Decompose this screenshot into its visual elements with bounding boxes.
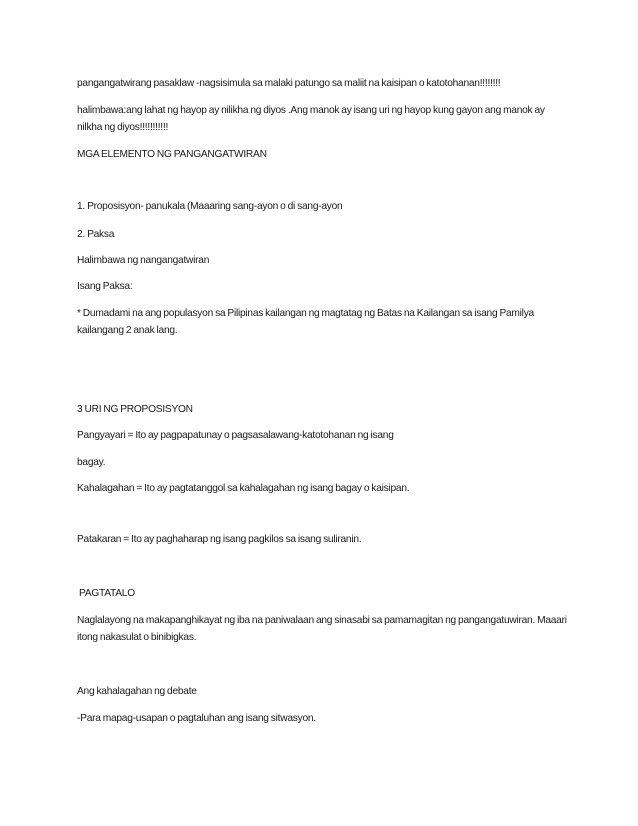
paragraph-example: halimbawa:ang lahat ng hayop ay nilikha ng diyos .Ang manok ay isang uri ng hayop kung gayon ang manok ay nilkha ng diyos!!!!!!!!!!! [77,105,545,133]
paragraph-deductive-reasoning: pangangatwirang pasaklaw -nagsisimula sa malaki patungo sa maliit na kaisipan o katotohanan!!!!!!!! [77,78,501,89]
paragraph-topic-label: Isang Paksa: [77,281,133,292]
paragraph-topic-statement: * Dumadami na ang populasyon sa Pilipinas kailangan ng magtatag ng Batas na Kailangan sa isang Pamilya kailangang 2 anak lang. [77,308,534,336]
paragraph-fact-continued: bagay. [77,457,106,468]
heading-proposition-types: 3 URI NG PROPOSISYON [77,404,193,415]
paragraph-debate-purpose: -Para mapag-usapan o pagtaluhan ang isang sitwasyon. [77,713,316,724]
heading-debate: PAGTATALO [79,588,135,599]
paragraph-fact: Pangyayari = Ito ay pagpapatunay o pagsasalawang-katotohanan ng isang [77,430,394,441]
paragraph-policy: Patakaran = Ito ay paghaharap ng isang pagkilos sa isang suliranin. [77,534,362,545]
heading-debate-importance: Ang kahalagahan ng debate [77,686,197,697]
paragraph-debate-description: Naglalayong na makapanghikayat ng iba na paniwalaan ang sinasabi sa pamamagitan ng pangangatuwiran. Maaari itong nakasulat o binibigkas. [77,615,567,643]
heading-elements: MGA ELEMENTO NG PANGANGATWIRAN [77,149,267,160]
list-item-topic: 2. Paksa [77,229,115,240]
list-item-proposition: 1. Proposisyon- panukala (Maaaring sang-ayon o di sang-ayon [77,201,343,212]
paragraph-value: Kahalagahan = Ito ay pagtatanggol sa kahalagahan ng isang bagay o kaisipan. [77,483,410,494]
paragraph-argument-example: Halimbawa ng nangangatwiran [77,255,210,266]
